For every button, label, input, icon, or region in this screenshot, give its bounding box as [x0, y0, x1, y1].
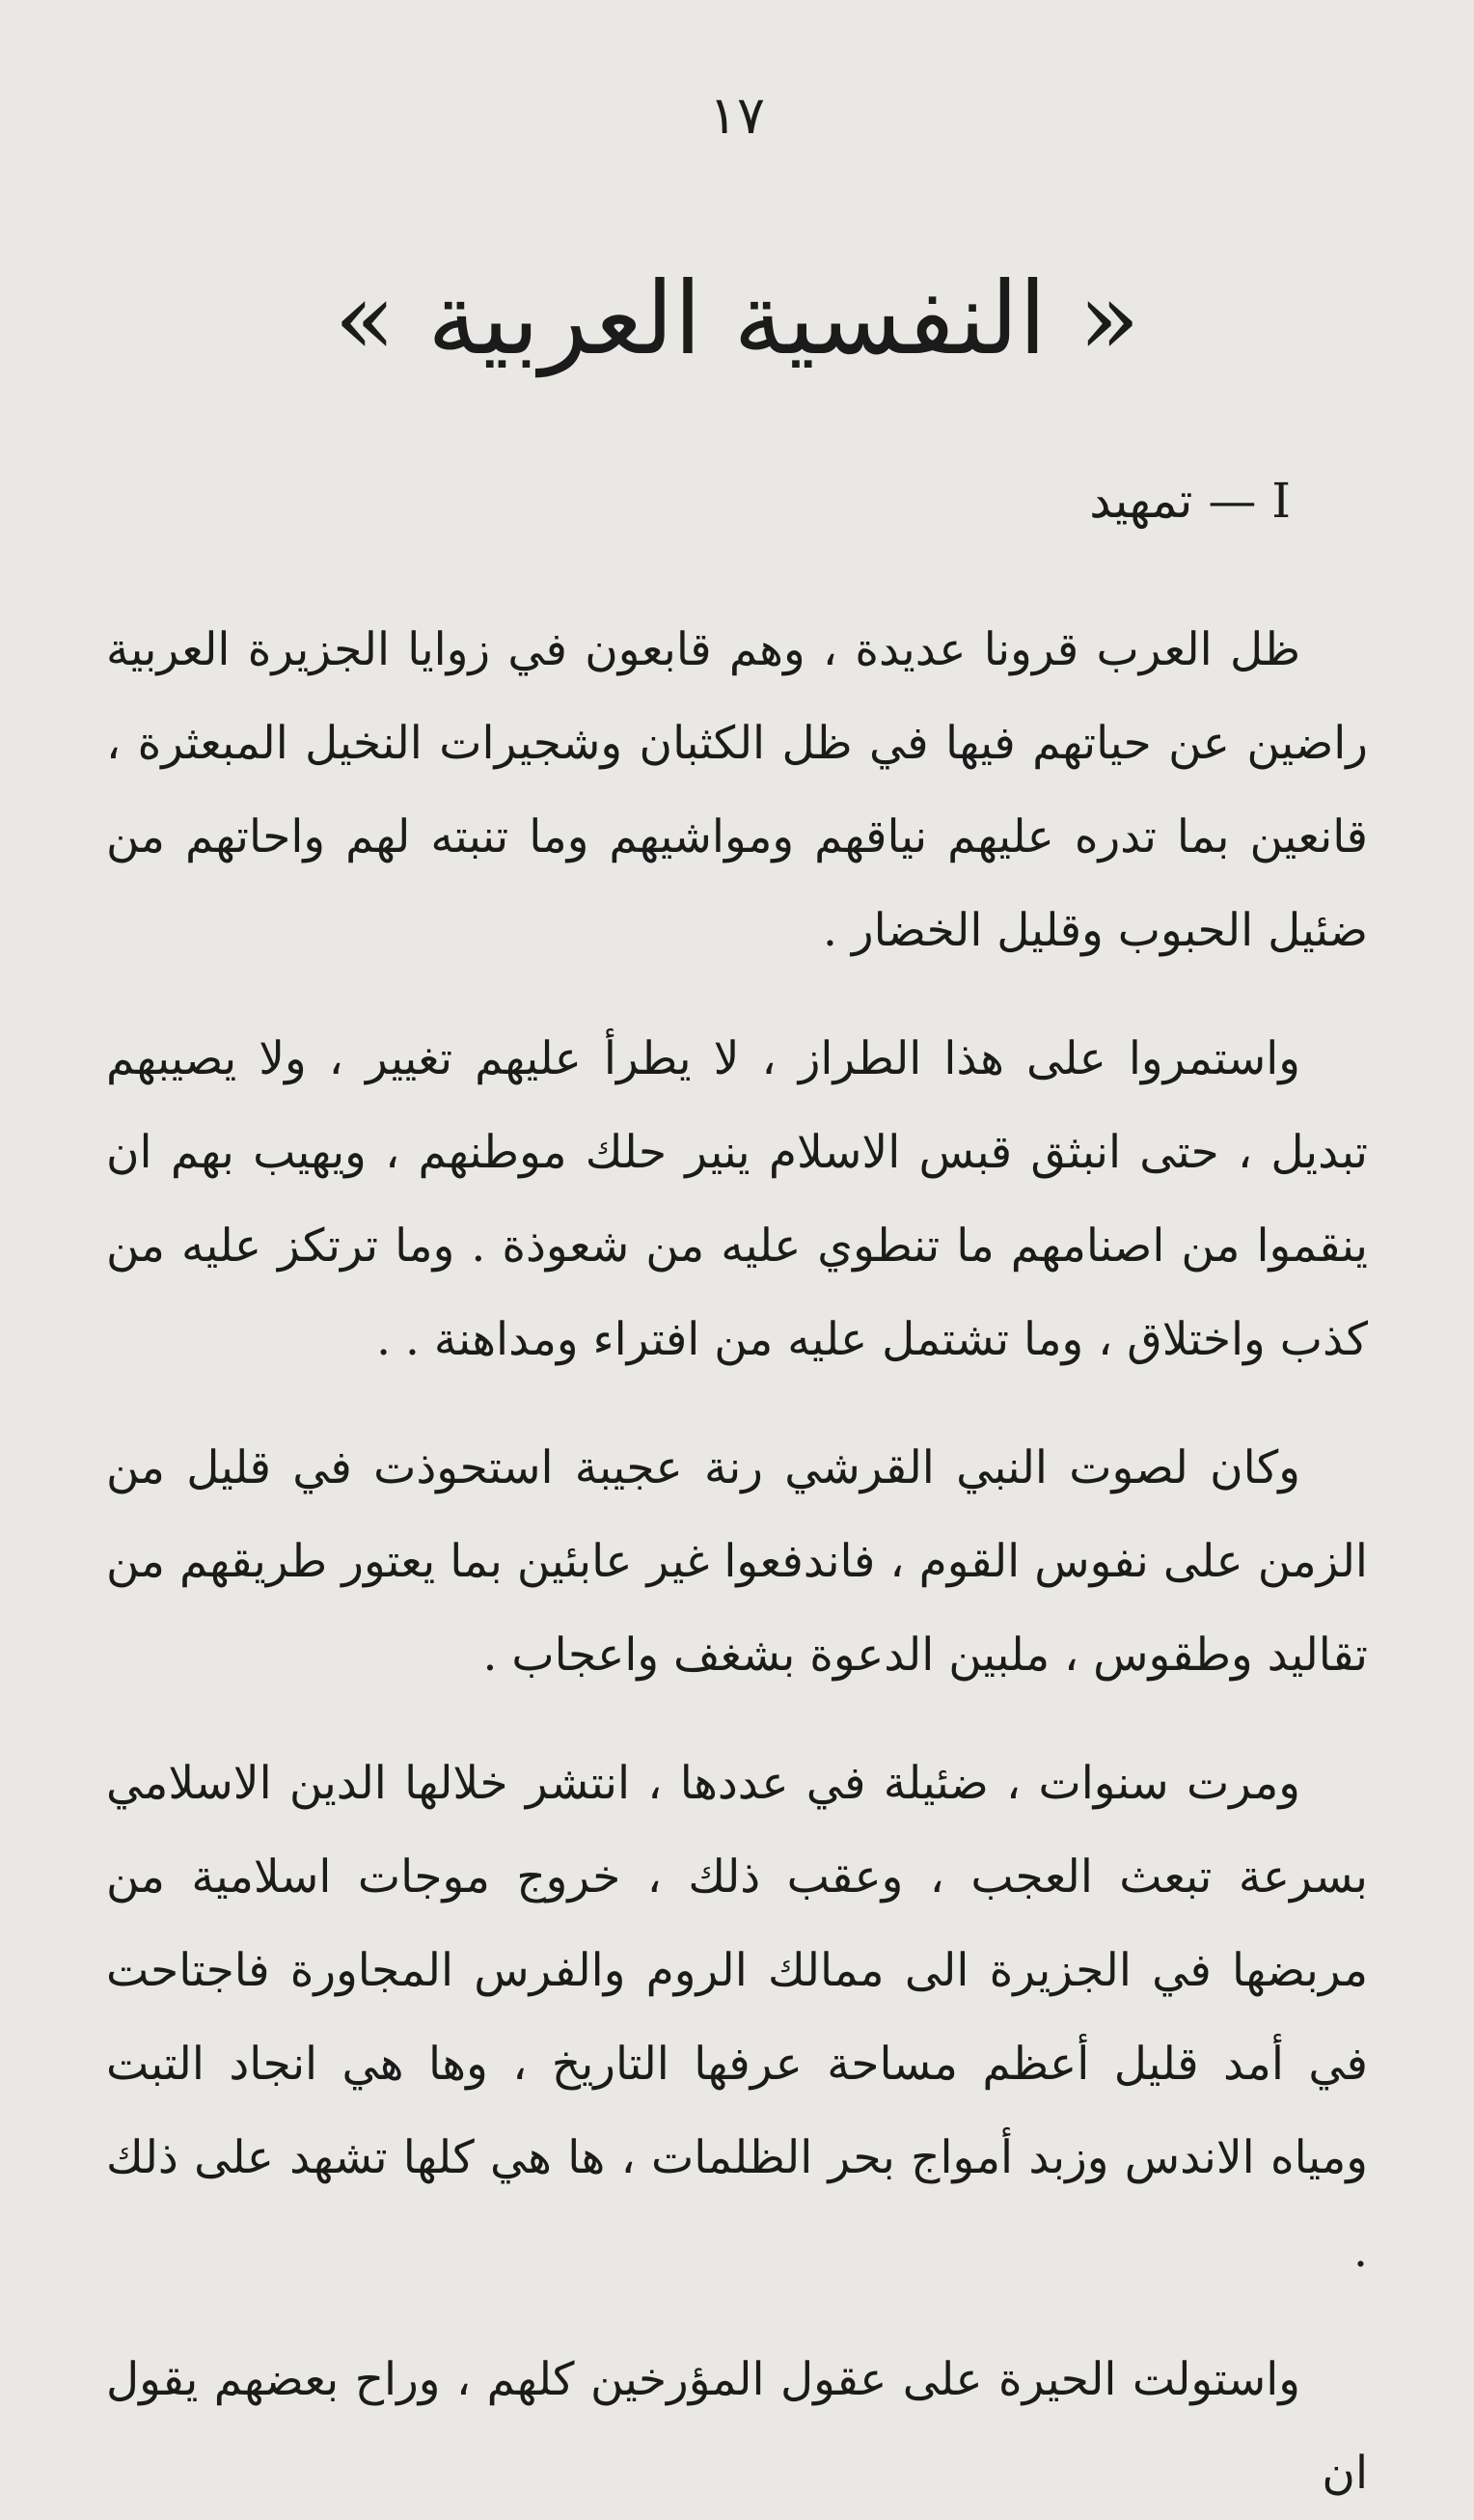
chapter-title: « النفسية العربية » — [334, 260, 1140, 377]
paragraph: وكان لصوت النبي القرشي رنة عجيبة استحوذت في قليل من الزمن على نفوس القوم ، فاندفعوا غير عابئين بما يعتور طريقهم من تقاليد وطقوس ، ملبين الدعوة بشغف واعجاب . — [106, 1441, 1368, 1682]
paragraph: واستولت الحيرة على عقول المؤرخين كلهم ، وراح بعضهم يقول ان — [106, 2353, 1368, 2500]
paragraph: ومرت سنوات ، ضئيلة في عددها ، انتشر خلالها الدين الاسلامي بسرعة تبعث العجب ، وعقب ذلك ، خروج موجات اسلامية من مربضها في الجزيرة الى ممالك الروم والفرس المجاورة فاجتاحت في أمد قليل أعظم مساحة عرفها التاريخ ، وها هي انجاد التبت ومياه الاندس وزبد أمواج بحر الظلمات ، ها هي كلها تشهد على ذلك . — [106, 1757, 1368, 2278]
paragraph: واستمروا على هذا الطراز ، لا يطرأ عليهم تغيير ، ولا يصيبهم تبديل ، حتى انبثق قبس الاسلام ينير حلك موطنهم ، ويهيب بهم ان ينقموا من اصنامهم ما تنطوي عليه من شعوذة . وما ترتكز عليه من كذب واختلاق ، وما تشتمل عليه من افتراء ومداهنة . . — [106, 1032, 1368, 1366]
page-number: ١٧ — [708, 85, 765, 146]
paragraph: ظل العرب قرونا عديدة ، وهم قابعون في زوايا الجزيرة العربية راضين عن حياتهم فيها في ظل الكثبان وشجيرات النخيل المبعثرة ، قانعين بما تدره عليهم نياقهم ومواشيهم وما تنبته لهم واحاتهم من ضئيل الحبوب وقليل الخضار . — [106, 623, 1368, 957]
body-text — [106, 603, 1368, 2520]
section-heading: I — تمهيد — [1089, 473, 1291, 529]
